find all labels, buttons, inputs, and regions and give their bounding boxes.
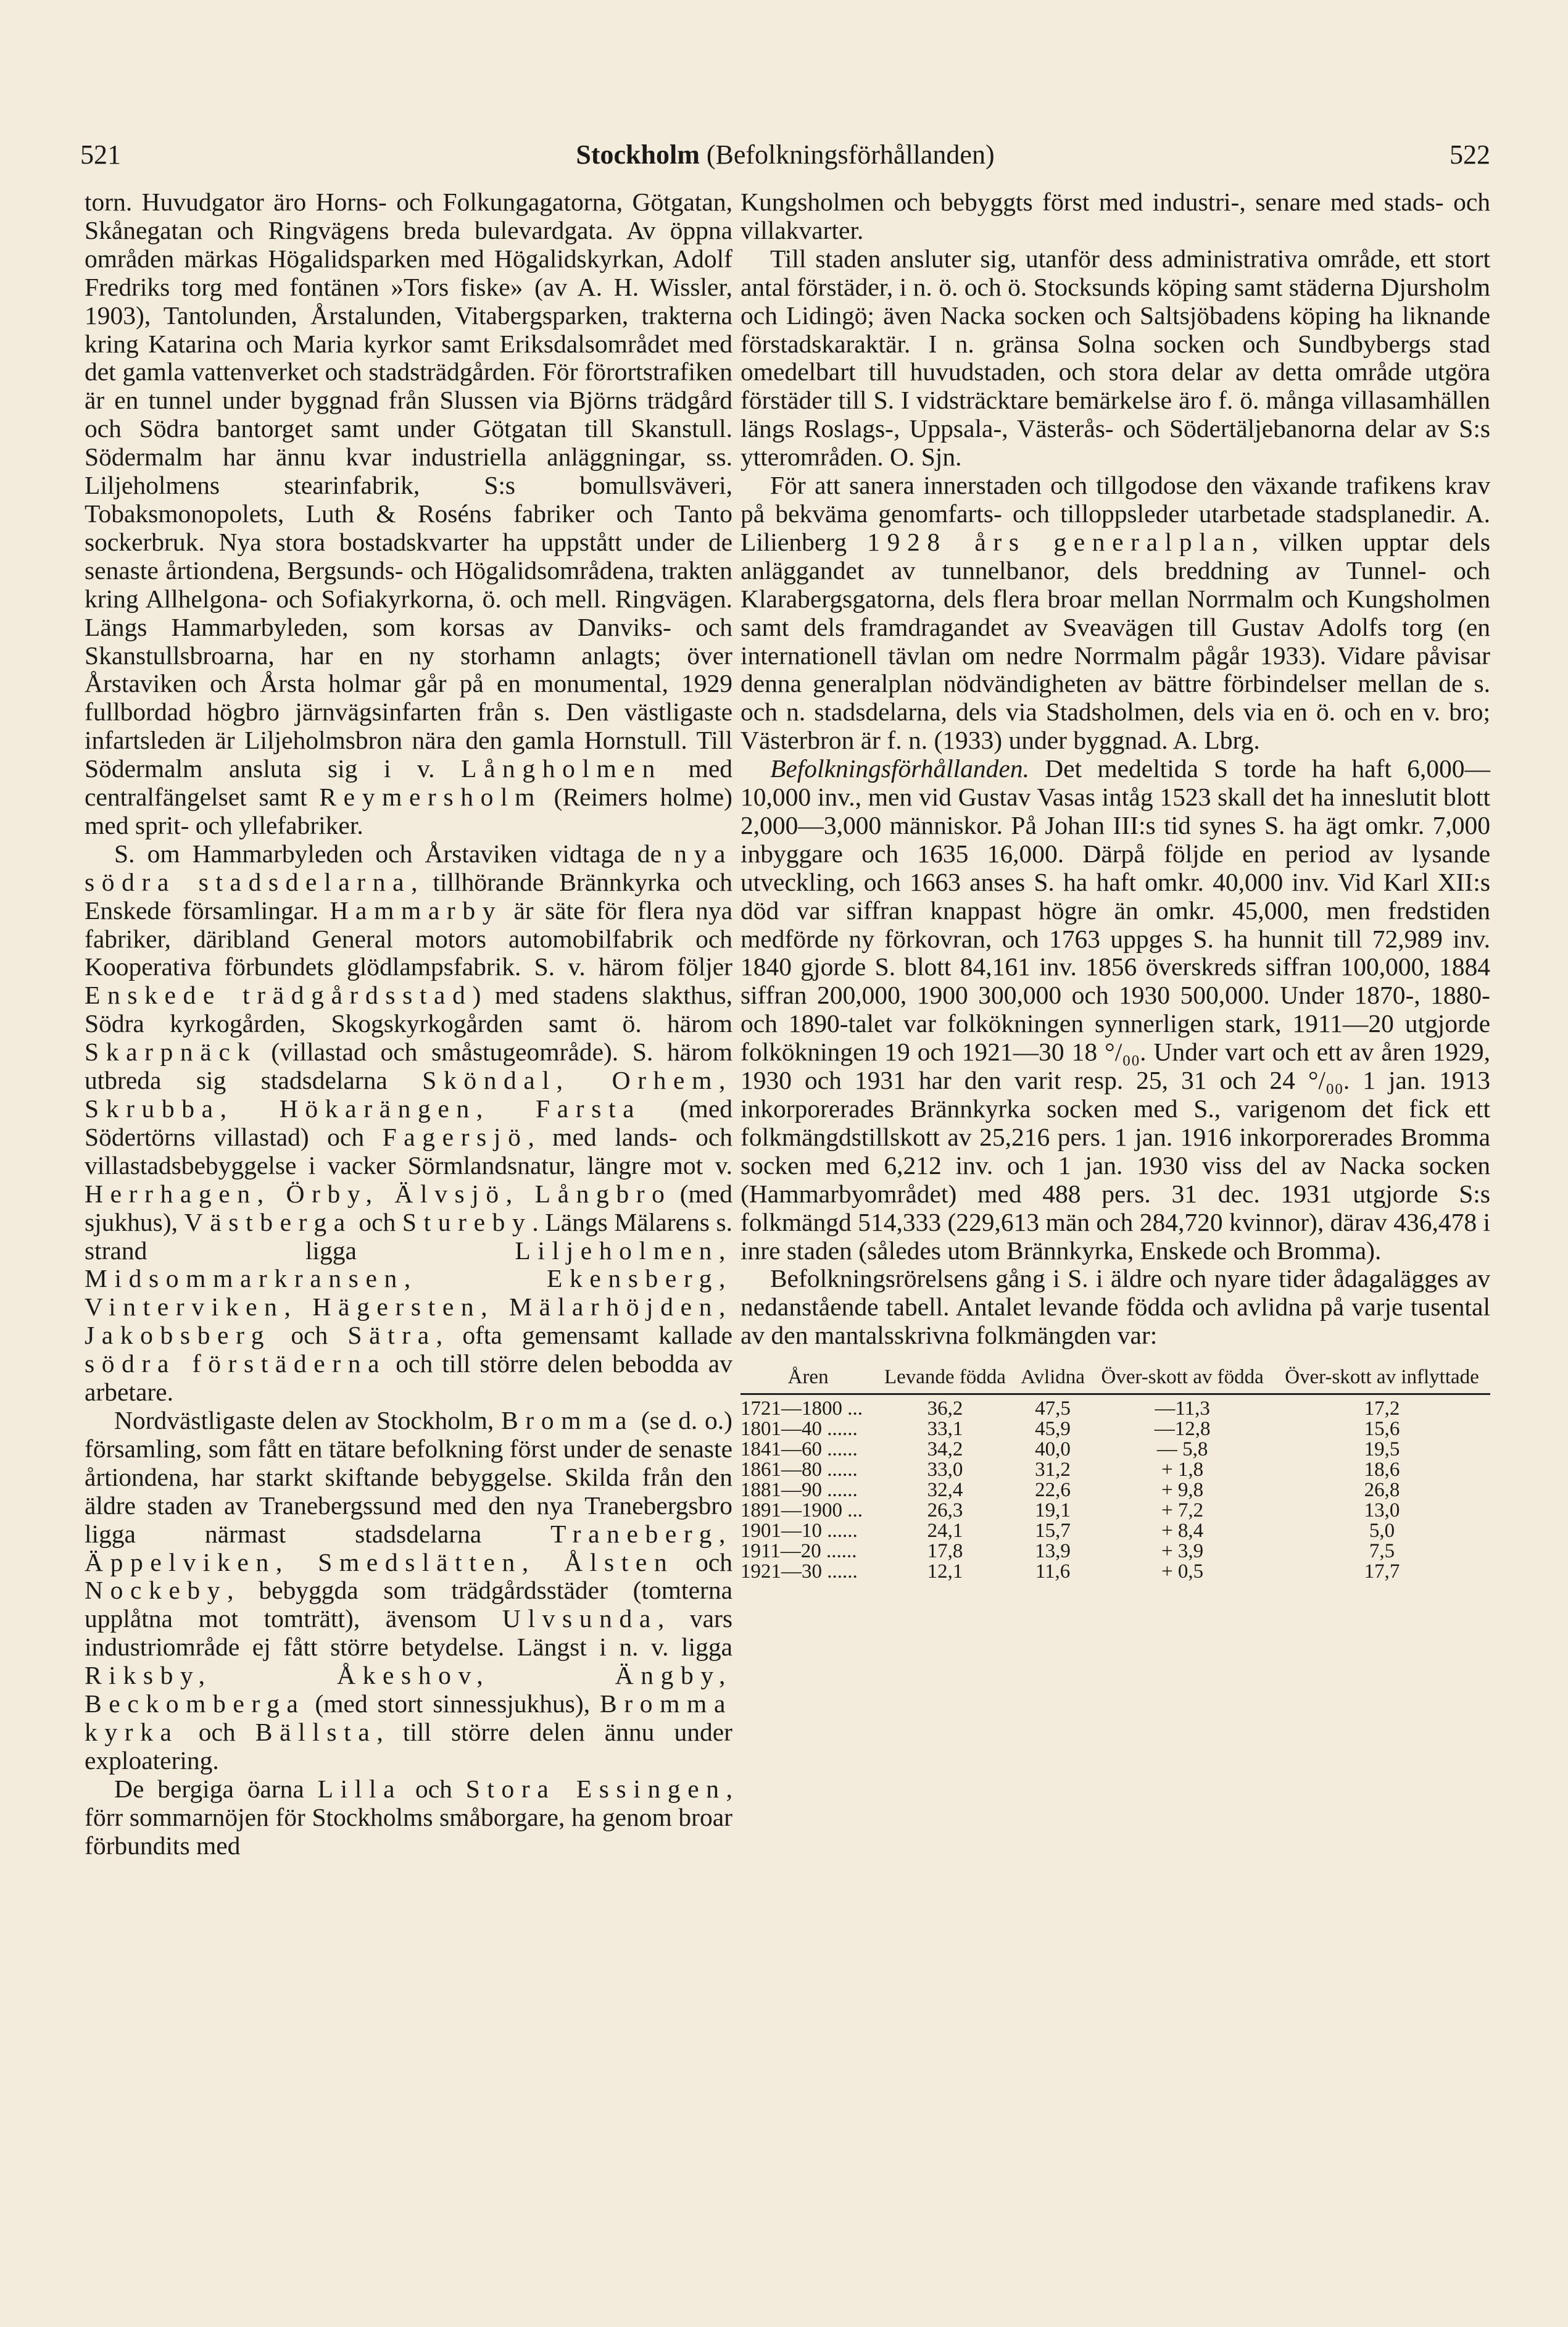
table-cell: 26,8 [1364,1479,1400,1502]
table-cell: 1881—90 ...... [740,1479,858,1502]
table-cell: 31,2 [1035,1459,1071,1481]
text-run: och [402,1774,466,1803]
table-cell: + 0,5 [1161,1560,1204,1583]
spaced-term: Ulvsunda [502,1604,658,1633]
table-cell: + 8,4 [1161,1520,1204,1542]
text-run: , vars industriområde ej fått större betydelse. Längst i n. v. ligga [85,1604,732,1662]
text-run: torn. Huvudgator äro Horns- och Folkungagatorna, Götgatan, Skånegatan och Ringvägens breda bulevardgata. Av öppna områden märkas Högalidsparken med Högalidskyrkan, Adolf Fredriks torg med fontänen »Tors fiske» (av A. H. Wissler, 1903), Tantolunden, Årstalunden, Vitabergsparken, trakterna kring Katarina och Maria kyrkor samt Eriksdalsområdet med det gamla vattenverket och stadsträdgården. För förortstrafiken är en tunnel under byggnad från Slussen via Björns trädgård och Södra bantorget samt under Götgatan till Skanstull. Södermalm har ännu kvar industriella anläggningar, ss. Liljeholmens stearinfabrik, S:s bomullsväveri, Tobaksmonopolets, Luth & Roséns fabriker och Tanto sockerbruk. Nya stora bostadskvarter ha uppstått under de senaste årtiondena, Bergsunds- och Högalidsområdena, trakten kring Allhelgona- och Sofiakyrkorna, ö. och mell. Ringvägen. Längs Hammarbyleden, som korsas av Danviks- och Skanstullsbroarna, har en ny storhamn anlagts; över Årstaviken och Årsta holmar går på en monumental, 1929 fullbordad högbro järnvägsinfarten från s. Den västligaste infartsleden är Liljeholmsbron nära den gamla Hornstull. Till Södermalm ansluta sig i v. [85,188,732,783]
spaced-term: Riksby, Åkeshov, Ängby, Beckomberga [85,1661,732,1718]
text-run: (Reimers holme) med sprit- och yllefabriker. [85,783,733,839]
table-cell: 47,5 [1014,1394,1092,1420]
spaced-term: Hammarby [330,896,503,925]
table-cell: + 9,8 [1161,1479,1204,1502]
table-cell: 13,0 [1364,1499,1400,1522]
running-title-bold: Stockholm [576,139,700,170]
table-cell: 17,7 [1364,1560,1400,1583]
table-cell: 15,6 [1364,1418,1400,1441]
spaced-term: Traneberg, Äppelviken, Smedslätten, Ålsten [85,1519,732,1576]
table-row [740,1394,1490,1420]
page-number-left: 521 [80,139,121,170]
table-cell: —12,8 [1154,1418,1211,1441]
text-run: och [352,1207,402,1236]
spaced-term: Bällsta [255,1717,377,1746]
spaced-term: Bromma [501,1405,634,1434]
text-run: S. om Hammarbyleden och Årstaviken vidtaga de [114,839,674,868]
population-table [740,1367,1490,1582]
table-cell: —11,3 [1091,1394,1274,1420]
table-cell: + 1,8 [1161,1459,1204,1481]
paragraph [85,1407,732,1775]
table-cell: 33,1 [927,1418,963,1441]
text-run: ) med stadens slakthus, Södra kyrkogården, Skogskyrkogården samt ö. härom [85,981,732,1038]
table-cell: 22,6 [1035,1479,1071,1502]
table-row [740,1419,1490,1439]
table-cell: 12,1 [927,1560,963,1583]
spaced-term: Stureby [402,1207,533,1236]
table-cell: 1861—80 ...... [740,1459,858,1481]
text-run: Nordvästligaste delen av Stockholm, [114,1405,502,1434]
paragraph [740,755,1490,1265]
column-header: Levande födda [884,1366,1006,1389]
table-cell: 36,2 [876,1394,1014,1420]
column-header: Över-skott av inflyttade [1285,1366,1479,1389]
left-column [85,188,732,1860]
spaced-term: Fagersjö [382,1122,528,1151]
text-run: . Längs Mälarens s. strand ligga [85,1207,733,1265]
running-title-rest: (Befolkningsförhållanden) [706,139,995,170]
text-run: (med Södertörns villastad) och [85,1094,732,1151]
column-header: Avlidna [1021,1366,1085,1389]
text-run: och [271,1321,348,1350]
page-header [80,133,1490,176]
text-run: är säte för flera nya fabriker, däribland General motors automobilfabrik och Kooperativa förbundets glödlampsfabrik. S. v. härom följer [85,896,733,981]
spaced-term: Bromma kyrka [85,1689,732,1746]
paragraph [740,472,1490,755]
paragraph [740,1265,1490,1350]
column-header: Över-skott av födda [1101,1366,1264,1389]
table-row [740,1480,1490,1501]
table-row [740,1439,1490,1460]
spaced-term: Reymersholm [319,783,542,812]
spaced-term: Västberga [184,1207,352,1236]
table-cell: 11,6 [1035,1560,1071,1583]
table-cell: 18,6 [1364,1459,1400,1481]
table-cell: 17,8 [927,1540,963,1563]
table-cell: + 3,9 [1161,1540,1204,1563]
table-cell: 1921—30 ...... [740,1560,858,1583]
spaced-term: nya södra stadsdelarna [85,839,732,896]
text-run: Till staden ansluter sig, utanför dess administrativa område, ett stort antal förstäder, i n. ö. och ö. Stocksunds köping samt städerna Djursholm och Lidingö; även Nacka socken och Saltsjöbadens köping ha liknande förstadskaraktär. I n. gränsa Solna socken och Sundbybergs stad omedelbart till huvudstaden, och stora delar av detta område utgöra förstäder till S. I vidsträcktare bemärkelse äro f. ö. många villasamhällen längs Roslags-, Uppsala-, Västerås- och Södertäljebanorna delar av S:s ytterområden. O. Sjn. [740,244,1490,472]
text-run: och [178,1717,255,1746]
text-run: Befolkningsrörelsens gång i S. i äldre och nyare tider ådagalägges av nedanstående tabell. Antalet levande födda och avlidna på varje tusental av den mantalsskrivna folkmängden var: [740,1264,1490,1350]
table-cell: 1801—40 ...... [740,1418,858,1441]
table-cell: 15,7 [1035,1520,1071,1542]
paragraph [85,840,732,1407]
text-run: , ofta gemensamt kallade [436,1321,732,1350]
table-cell: 13,9 [1035,1540,1071,1563]
text-run: (se d. o.) församling, som fått en tätare befolkning först under de senaste årtiondena, har starkt skiftande bebyggelse. Skilda från den äldre staden av Tranebergssund med den nya Tranebergsbro ligga närmast stadsdelarna [85,1405,732,1548]
table-row [740,1501,1490,1521]
text-run: För att sanera innerstaden och tillgodose den växande trafikens krav på bekväma genomfarts- och tilloppsleder utarbetade stadsplanedir. A. Lilienberg [740,471,1490,556]
table-cell: 40,0 [1035,1438,1071,1461]
table-cell: 34,2 [927,1438,963,1461]
page-number-right: 522 [1450,139,1490,170]
text-run: , förr sommarnöjen för Stockholms småborgare, ha genom broar förbundits med [85,1774,732,1860]
table-row [740,1541,1490,1562]
text-run: (villastad och småstugeområde). S. härom utbreda sig stadsdelarna [85,1038,732,1095]
table-cell: 26,3 [927,1499,963,1522]
spaced-term: Stora Essingen [465,1774,726,1803]
table-cell: 7,5 [1369,1540,1395,1563]
running-title [80,139,1490,170]
text-run: Kungsholmen och bebyggts först med industri-, senare med stads- och villakvarter. [740,188,1490,244]
spaced-term: Enskede trädgårdsstad [85,981,473,1010]
spaced-term: Sätra [347,1321,436,1350]
table-cell: 1901—10 ...... [740,1520,858,1542]
paragraph [740,245,1490,472]
column-header: Åren [787,1366,829,1389]
text-run: med centralfängelset samt [85,754,732,812]
table-cell: 24,1 [927,1520,963,1542]
paragraph [740,188,1490,245]
paragraph [85,188,732,840]
table-cell: 1891—1900 ... [740,1499,863,1522]
table-row [740,1460,1490,1480]
spaced-term: Sköndal, Orhem, Skrubba, Hökarängen, Farsta [85,1066,732,1123]
spaced-term: Nockeby [85,1576,228,1605]
spaced-term: Liljeholmen, Midsommarkransen, Ekensberg, Vinterviken, Hägersten, Mälarhöjden, Jakobsberg [85,1236,732,1350]
right-column [740,188,1490,1582]
text-run: och till större delen bebodda av arbetare. [85,1349,732,1407]
text-run: Det medeltida S torde ha haft 6,000—10,000 inv., men vid Gustav Vasas intåg 1523 skall det ha inneslutit blott 2,000—3,000 människor. På Johan III:s tid synes S. ha ägt omkr. 7,000 inbyggare och 1635 16,000. Därpå följde en period av lysande utveckling, och 1663 anses S. ha haft omkr. 40,000 inv. Vid Karl XII:s död var siffran knappast högre än omkr. 45,000, men fredstiden medförde ny förkovran, och 1763 uppges S. ha hunnit till 72,989 inv. 1840 gjorde S. blott 84,161 inv. 1856 överskreds siffran 100,000, 1884 siffran 200,000, 1900 300,000 och 1930 500,000. Under 1870-, 1880- och 1890-talet var folkökningen synnerligen stark, 1911—20 utgjorde folkökningen 19 och 1921—30 18 °/₀₀. Under vart och ett av åren 1929, 1930 och 1931 har den varit resp. 25, 31 och 24 °/₀₀. 1 jan. 1913 inkorporerades Brännkyrka socken med S., varigenom det fick ett folkmängdstillskott av 25,216 pers. 1 jan. 1916 inkorporerades Bromma socken med 6,212 inv. och 1 jan. 1930 viss del av Nacka socken (Hammarbyområdet) med 488 pers. 31 dec. 1931 utgjorde S:s folkmängd 514,333 (229,613 män och 284,720 kvinnor), därav 436,478 i inre staden (således utom Brännkyrka, Enskede och Bromma). [740,754,1490,1265]
text-run: , med lands- och villastadsbebyggelse i vacker Sörmlandsnatur, längre mot v. [85,1122,732,1180]
table-cell: 33,0 [927,1459,963,1481]
table-cell: 1721—1800 ... [740,1394,876,1420]
spaced-term: södra förstäderna [85,1349,387,1378]
text-run: , till större delen ännu under exploatering. [85,1717,733,1775]
table-cell: + 7,2 [1161,1499,1204,1522]
text-run: , tillhörande Brännkyrka och Enskede församlingar. [85,867,732,925]
spaced-term: 1928 års generalplan [867,527,1252,556]
table-cell: 1841—60 ...... [740,1438,858,1461]
text-run: (med stort sinnessjukhus), [305,1689,600,1718]
table-body [740,1394,1490,1583]
table-cell: 17,2 [1274,1394,1490,1420]
table-cell: 19,5 [1364,1438,1400,1461]
text-run: , bebyggda som trädgårdsstäder (tomterna upplåtna mot tomträtt), ävensom [85,1576,732,1633]
text-run: och [674,1547,732,1576]
table-cell: 45,9 [1035,1418,1071,1441]
text-run: (med sjukhus), [85,1179,732,1236]
spaced-term: Skarpnäck [85,1038,257,1067]
table-cell: 19,1 [1035,1499,1071,1522]
section-heading: Befolkningsförhållanden. [770,754,1029,783]
table-row [740,1562,1490,1582]
table-cell: 1911—20 ...... [740,1540,857,1563]
text-run: , vilken upptar dels anläggandet av tunnelbanor, dels breddning av Tunnel- och Klarabergsgatorna, dels flera broar mellan Norrmalm och Kungsholmen samt dels framdragandet av Sveavägen till Gustav Adolfs torg (en internationell tävlan om nedre Norrmalm pågår 1933). Vidare påvisar denna generalplan nödvändigheten av bättre förbindelser mellan de s. och n. stadsdelarna, dels via Stadsholmen, dels via en ö. och en v. bro; Västerbron är f. n. (1933) under byggnad. A. Lbrg. [740,527,1490,755]
table-row [740,1521,1490,1541]
spaced-term: Lilla [317,1774,402,1803]
table-cell: — 5,8 [1156,1438,1208,1461]
table-cell: 32,4 [927,1479,963,1502]
table-header-row [740,1367,1490,1394]
right-column-text [740,188,1490,1350]
table-cell: 5,0 [1369,1520,1395,1542]
text-run: De bergiga öarna [114,1774,318,1803]
paragraph [85,1775,732,1860]
spaced-term: Herrhagen, Örby, Älvsjö, Långbro [85,1179,672,1208]
spaced-term: Långholmen [461,754,662,783]
